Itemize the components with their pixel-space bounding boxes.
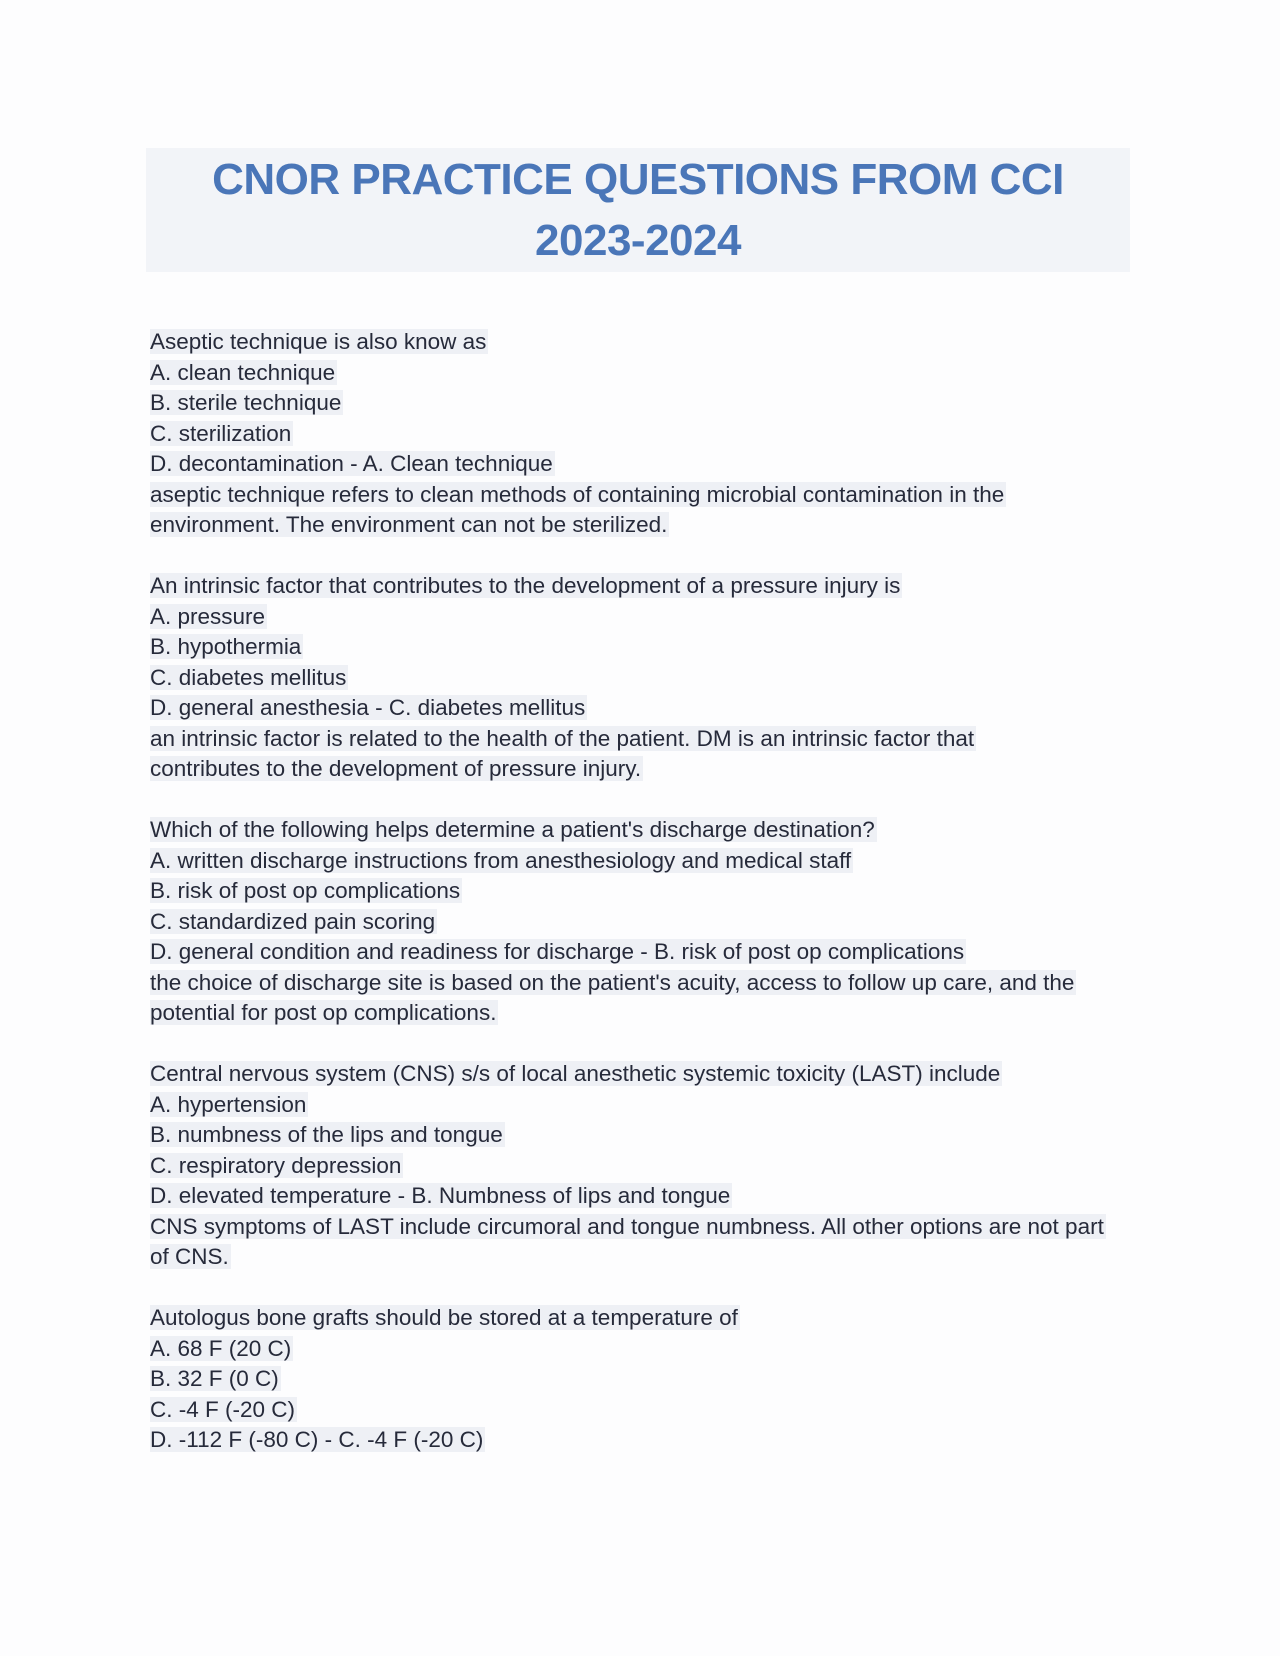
- option-a: A. clean technique: [150, 359, 336, 385]
- question-block-4: [150, 1059, 1140, 1273]
- question-stem: Which of the following helps determine a patient's discharge destination?: [150, 817, 875, 842]
- explanation-line: CNS symptoms of LAST include circumoral and tongue numbness. All other options are not part: [150, 1213, 1104, 1239]
- option-b: B. hypothermia: [150, 634, 302, 659]
- option-a: A. 68 F (20 C): [150, 1335, 292, 1361]
- option-a: A. pressure: [150, 603, 266, 629]
- option-c: C. diabetes mellitus: [150, 664, 347, 690]
- explanation-line: aseptic technique refers to clean methods of containing microbial contamination in the: [150, 481, 1005, 507]
- question-block-3: [150, 815, 1140, 1029]
- option-b: B. 32 F (0 C): [150, 1366, 279, 1391]
- questions-list: [150, 327, 1140, 1486]
- explanation-line: environment. The environment can not be sterilized.: [150, 512, 668, 537]
- question-stem: Autologus bone grafts should be stored at a temperature of: [150, 1305, 738, 1330]
- explanation-line: the choice of discharge site is based on the patient's acuity, access to follow up care, and the: [150, 969, 1075, 995]
- option-d-with-answer: D. decontamination - A. Clean technique: [150, 451, 553, 476]
- option-a: A. hypertension: [150, 1091, 307, 1117]
- option-c: C. sterilization: [150, 420, 292, 446]
- option-d-with-answer: D. -112 F (-80 C) - C. -4 F (-20 C): [150, 1427, 484, 1452]
- document-title: CNOR PRACTICE QUESTIONS FROM CCI 2023-2024: [212, 155, 1064, 265]
- explanation-line: contributes to the development of pressure injury.: [150, 756, 642, 781]
- option-c: C. standardized pain scoring: [150, 908, 436, 934]
- question-block-1: [150, 327, 1140, 541]
- title-banner: [146, 148, 1130, 272]
- option-c: C. -4 F (-20 C): [150, 1396, 296, 1422]
- explanation-line: an intrinsic factor is related to the health of the patient. DM is an intrinsic factor that: [150, 725, 975, 751]
- option-b: B. sterile technique: [150, 390, 342, 415]
- question-stem: An intrinsic factor that contributes to the development of a pressure injury is: [150, 573, 901, 598]
- question-stem: Central nervous system (CNS) s/s of local anesthetic systemic toxicity (LAST) include: [150, 1061, 1001, 1086]
- option-a: A. written discharge instructions from anesthesiology and medical staff: [150, 847, 852, 873]
- option-b: B. risk of post op complications: [150, 878, 461, 903]
- option-d-with-answer: D. elevated temperature - B. Numbness of lips and tongue: [150, 1183, 731, 1208]
- explanation-line: potential for post op complications.: [150, 1000, 497, 1025]
- option-d-with-answer: D. general anesthesia - C. diabetes mellitus: [150, 695, 586, 720]
- option-b: B. numbness of the lips and tongue: [150, 1122, 503, 1147]
- option-d-with-answer: D. general condition and readiness for discharge - B. risk of post op complications: [150, 939, 965, 964]
- question-block-5: [150, 1303, 1140, 1456]
- question-block-2: [150, 571, 1140, 785]
- explanation-line: of CNS.: [150, 1244, 229, 1269]
- question-stem: Aseptic technique is also know as: [150, 329, 487, 354]
- option-c: C. respiratory depression: [150, 1152, 402, 1178]
